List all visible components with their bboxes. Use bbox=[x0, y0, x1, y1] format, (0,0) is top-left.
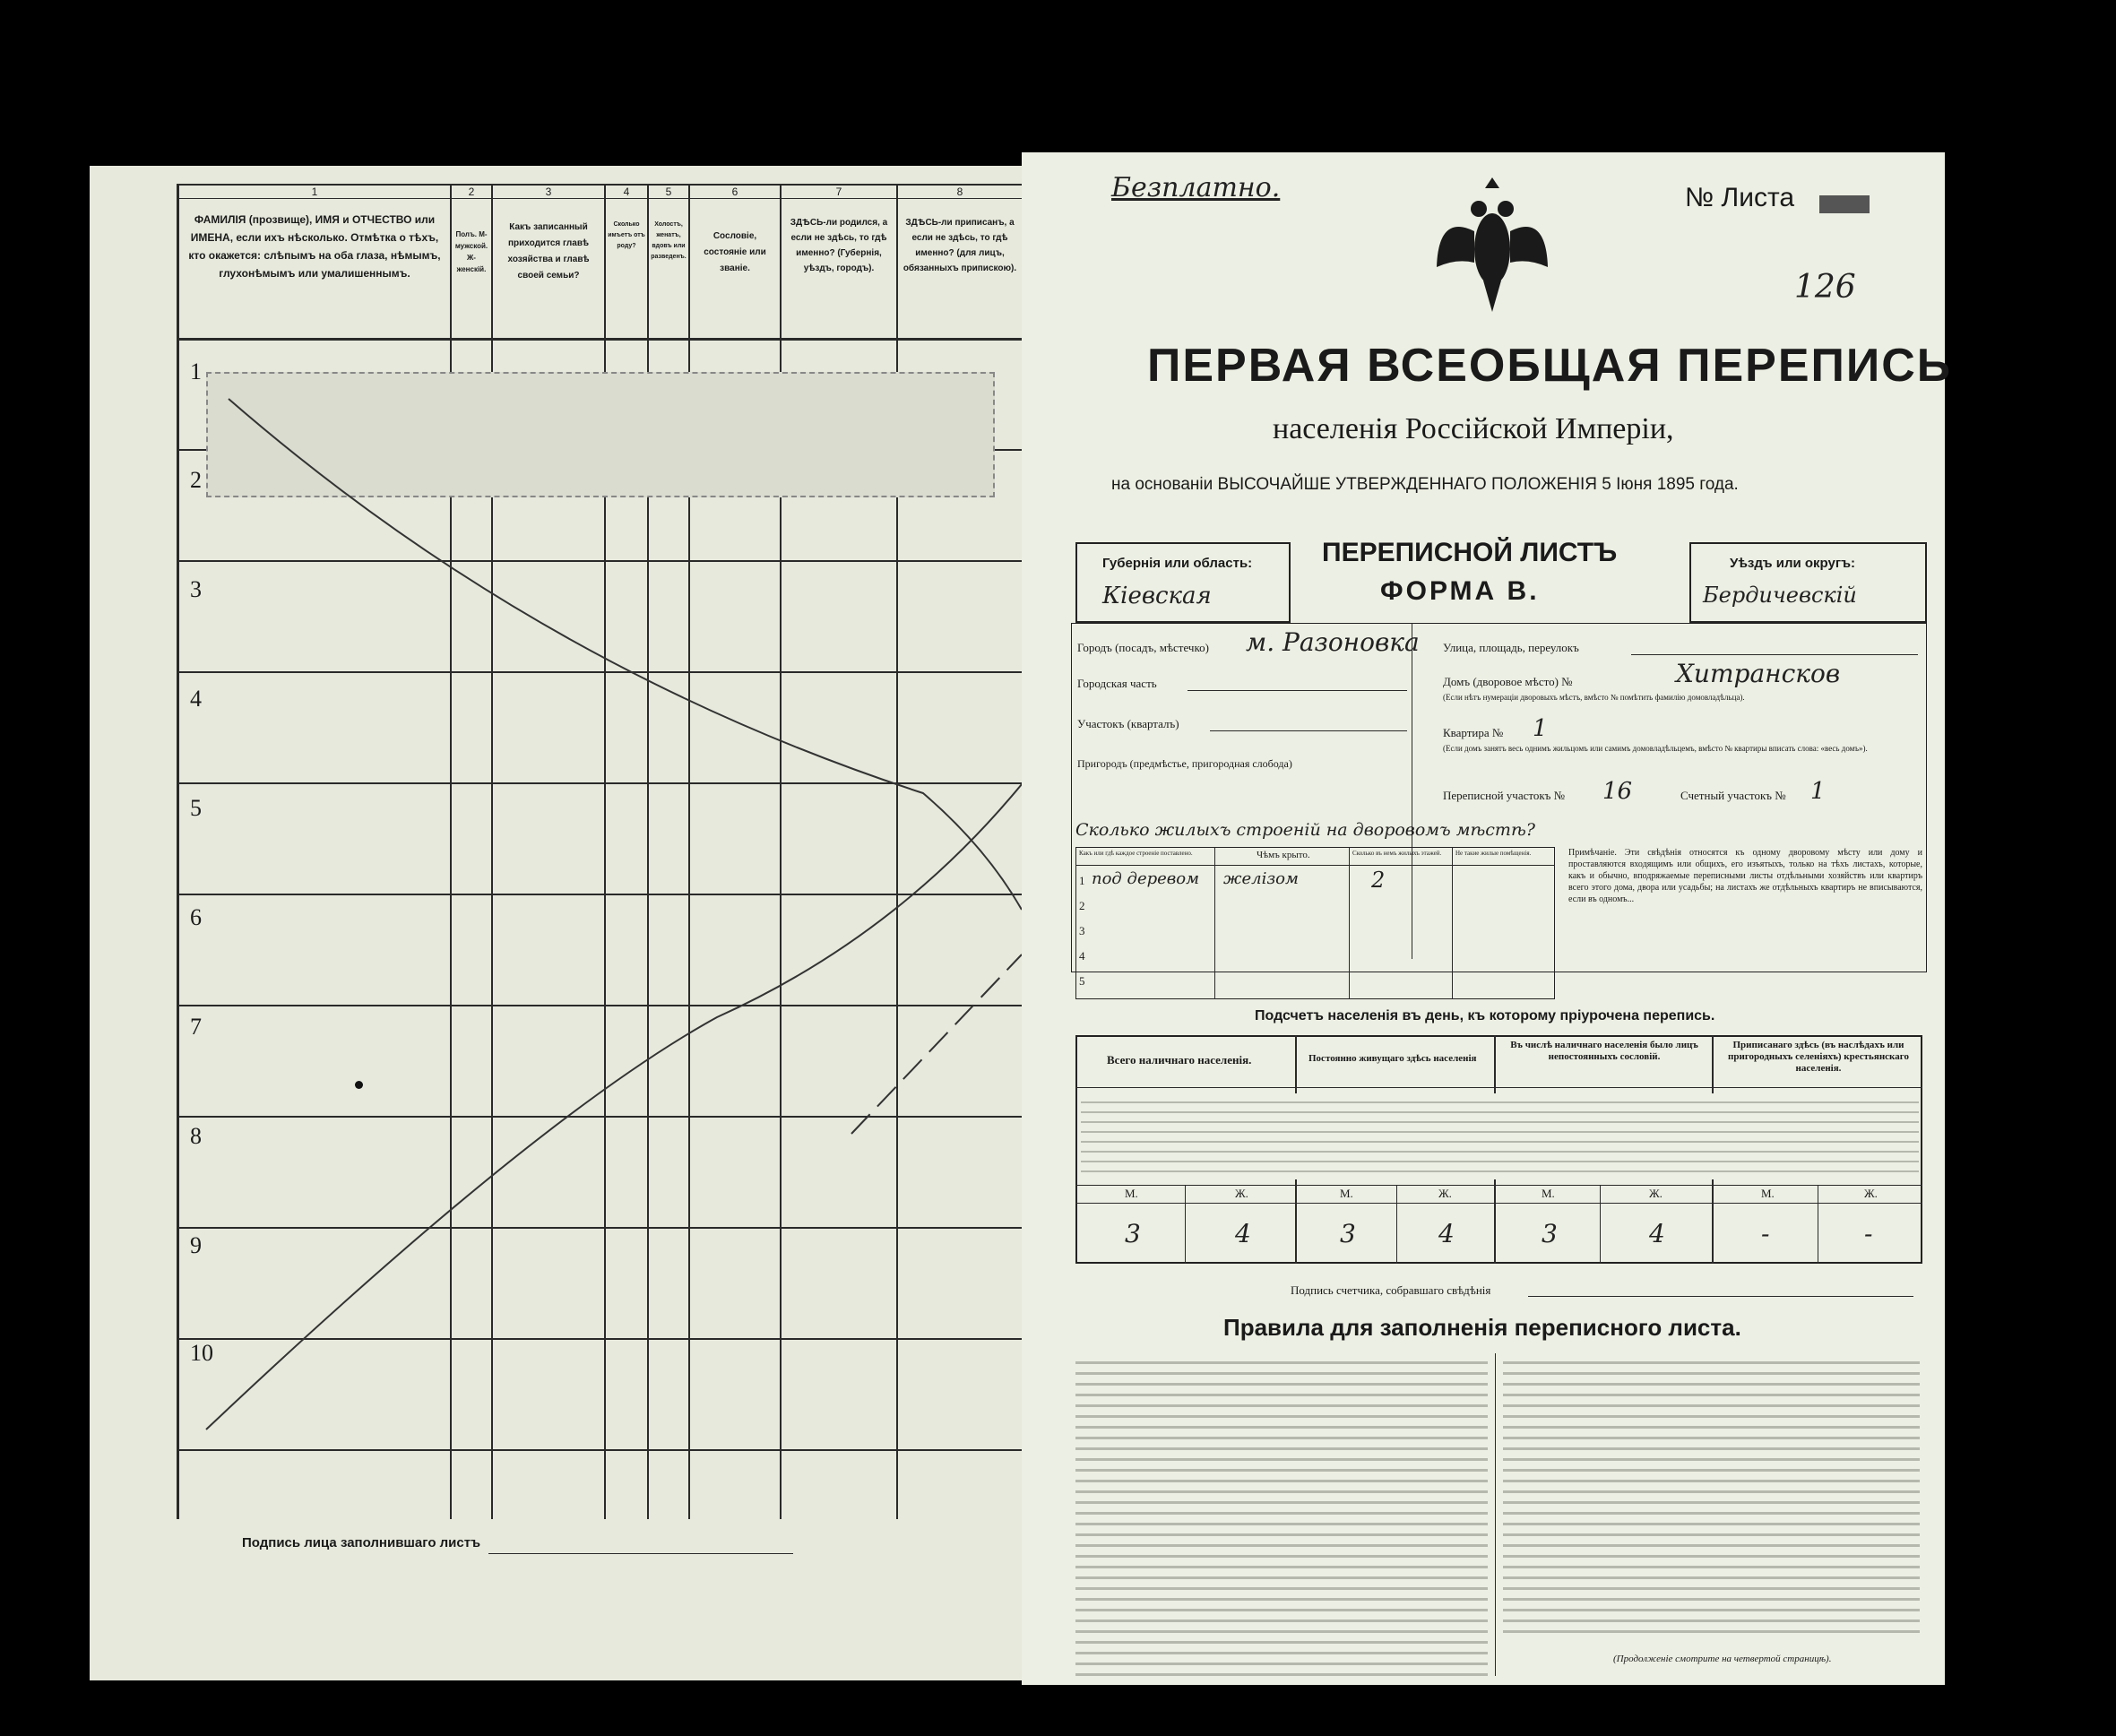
summary-value-peasant-f: - bbox=[1864, 1219, 1873, 1248]
basis-line: на основаніи ВЫСОЧАЙШЕ УТВЕРЖДЕННАГО ПОЛОЖЕНІЯ 5 Іюня 1895 года. bbox=[1111, 475, 1739, 494]
summary-col-peasant: Приписанаго здѣсь (въ наслѣдахъ или пригородныхъ селеніяхъ) крестьянскаго населенія. bbox=[1728, 1040, 1909, 1074]
summary-value-transient-f: 4 bbox=[1649, 1219, 1665, 1248]
summary-col-transient: Въ числѣ наличнаго населенія было лицъ непостоянныхъ сословій. bbox=[1510, 1040, 1698, 1062]
row-number: 3 bbox=[190, 576, 202, 602]
row-number: 9 bbox=[190, 1232, 202, 1258]
buildings-row-num: 4 bbox=[1079, 949, 1085, 963]
buildings-row-num: 1 bbox=[1079, 874, 1085, 887]
city-value: м. Разоновка bbox=[1246, 627, 1420, 657]
suburb-label: Пригородъ (предмѣстье, пригородная слобода) bbox=[1077, 757, 1292, 770]
buildings-row-floors: 2 bbox=[1371, 868, 1386, 893]
buildings-header-where: Какъ или гдѣ каждое строеніе поставлено. bbox=[1079, 850, 1193, 857]
left-page-household-list bbox=[90, 166, 1022, 1680]
page-title: ПЕРВАЯ ВСЕОБЩАЯ ПЕРЕПИСЬ bbox=[1147, 340, 1953, 392]
apartment-note: (Если домъ занятъ весь однимъ жильцомъ или самимъ домовладѣльцемъ, вмѣсто № квартиры вписать слова: «весь домъ»). bbox=[1443, 744, 1868, 753]
city-label: Городъ (посадъ, мѣстечко) bbox=[1077, 641, 1209, 654]
rules-title: Правила для заполненія переписного листа. bbox=[1223, 1314, 1741, 1341]
house-value: Хитрансков bbox=[1676, 659, 1841, 688]
summary-sex-female: Ж. bbox=[1649, 1187, 1663, 1200]
header-sex: Полъ. М-мужской. Ж-женскій. bbox=[454, 230, 488, 273]
free-label: Безплатно. bbox=[1111, 172, 1281, 203]
row-number: 7 bbox=[190, 1014, 202, 1040]
uezd-label: Уѣздъ или округъ: bbox=[1730, 556, 1856, 571]
summary-value-permanent-m: 3 bbox=[1340, 1219, 1356, 1248]
row-number: 1 bbox=[190, 358, 202, 384]
street-label: Улица, площадь, переулокъ bbox=[1443, 641, 1579, 654]
header-birthplace: ЗДѢСЬ-ли родился, а если не здѣсь, то гдѣ именно? (Губернія, уѣздъ, городъ). bbox=[790, 218, 888, 273]
buildings-row-num: 5 bbox=[1079, 974, 1085, 988]
summary-sex-female: Ж. bbox=[1235, 1187, 1248, 1200]
cross-out-marks bbox=[90, 166, 1022, 1680]
signature-label: Подпись лица заполнившаго листъ bbox=[242, 1535, 481, 1550]
column-number: 7 bbox=[835, 186, 842, 198]
row-number: 2 bbox=[190, 467, 202, 493]
redacted-sheet-number bbox=[1819, 195, 1870, 213]
governorate-label: Губернія или область: bbox=[1102, 556, 1253, 571]
row-number: 10 bbox=[190, 1340, 213, 1366]
buildings-row-num: 2 bbox=[1079, 899, 1085, 912]
header-estate: Сословіе, состояніе или званіе. bbox=[704, 231, 766, 273]
sheet-title: ПЕРЕПИСНОЙ ЛИСТЪ bbox=[1322, 538, 1618, 567]
buildings-row-where: под деревом bbox=[1092, 869, 1200, 888]
summary-value-total-m: 3 bbox=[1125, 1219, 1141, 1248]
rules-fine-print-column-left bbox=[1075, 1353, 1488, 1676]
apartment-label: Квартира № bbox=[1443, 726, 1504, 739]
enumerator-label: Подпись счетчика, собравшаго свѣдѣнія bbox=[1291, 1283, 1491, 1297]
census-area-value: 16 bbox=[1602, 778, 1633, 805]
header-registration: ЗДѢСЬ-ли приписанъ, а если не здѣсь, то гдѣ именно? (для лицъ, обязанныхъ припискою). bbox=[903, 218, 1017, 273]
right-page-census-form bbox=[1022, 152, 1953, 1685]
summary-sex-male: М. bbox=[1125, 1187, 1138, 1200]
buildings-question: Сколько жилыхъ строеній на дворовомъ мѣстѣ? bbox=[1075, 820, 1535, 840]
summary-value-total-f: 4 bbox=[1235, 1219, 1251, 1248]
page-subtitle: населенія Россійской Имперіи, bbox=[1273, 412, 1674, 445]
column-number: 3 bbox=[545, 186, 552, 198]
uezd-value: Бердичевскій bbox=[1703, 583, 1857, 608]
summary-value-peasant-m: - bbox=[1761, 1219, 1770, 1248]
eagle-emblem bbox=[1429, 168, 1555, 321]
governorate-value: Кіевская bbox=[1102, 583, 1212, 609]
summary-value-permanent-f: 4 bbox=[1438, 1219, 1455, 1248]
buildings-header-floors: Сколько въ немъ жилыхъ этажей. bbox=[1352, 850, 1442, 857]
rules-fine-print-column-right bbox=[1503, 1353, 1920, 1640]
summary-sex-male: М. bbox=[1542, 1187, 1555, 1200]
column-number: 4 bbox=[623, 186, 630, 198]
header-name: ФАМИЛІЯ (прозвище), ИМЯ и ОТЧЕСТВО или ИМЕНА, если ихъ нѣсколько. Отмѣтка о тѣхъ, кто окажется: слѣпымъ на оба глаза, нѣмымъ, глухонѣмымъ или умалишеннымъ. bbox=[188, 213, 441, 280]
column-number: 1 bbox=[311, 186, 318, 198]
header-age: Сколько имъетъ отъ роду? bbox=[608, 221, 645, 249]
summary-title: Подсчетъ населенія въ день, къ которому пріурочена перепись. bbox=[1255, 1008, 1715, 1023]
summary-instructions-fine-print bbox=[1081, 1093, 1919, 1179]
summary-col-total: Всего наличнаго населенія. bbox=[1107, 1053, 1252, 1067]
note-text: Примѣчаніе. Эти свѣдѣнія относятся къ одному дворовому мѣсту или дому и проставляются входящимъ или общихъ, его изъятыхъ, только на тѣхъ листахъ, которые, какъ и обычно, вподряжаемые переписными листы отдѣльными хозяйствъ или квартиръ всего этого дома, двора или усадьбы; на листахъ же отдѣльныхъ квартиръ не вписываются, если въ одномъ... bbox=[1568, 848, 1922, 904]
counting-area-label: Счетный участокъ № bbox=[1680, 789, 1786, 802]
district-label: Участокъ (кварталъ) bbox=[1077, 717, 1179, 730]
city-part-label: Городская часть bbox=[1077, 677, 1157, 690]
summary-sex-male: М. bbox=[1340, 1187, 1353, 1200]
handwritten-number: 126 bbox=[1794, 269, 1856, 306]
rules-footer: (Продолженіе смотрите на четвертой страницѣ). bbox=[1613, 1654, 1832, 1664]
apartment-value: 1 bbox=[1533, 715, 1548, 742]
form-title: ФОРМА В. bbox=[1380, 576, 1540, 606]
header-marital: Холостъ, женатъ, вдовъ или разведенъ. bbox=[651, 221, 687, 260]
house-label: Домъ (дворовое мѣсто) № bbox=[1443, 675, 1573, 688]
buildings-header-roof: Чѣмъ крыто. bbox=[1257, 850, 1310, 860]
summary-col-permanent: Постоянно живущаго здѣсь населенія bbox=[1308, 1053, 1477, 1064]
column-number: 6 bbox=[731, 186, 738, 198]
census-area-label: Переписной участокъ № bbox=[1443, 789, 1566, 802]
summary-sex-male: М. bbox=[1761, 1187, 1775, 1200]
row-number: 6 bbox=[190, 904, 202, 930]
summary-value-transient-m: 3 bbox=[1542, 1219, 1558, 1248]
counting-area-value: 1 bbox=[1810, 778, 1826, 805]
row-number: 8 bbox=[190, 1123, 202, 1149]
buildings-row-roof: желізом bbox=[1223, 869, 1299, 888]
row-number: 5 bbox=[190, 795, 202, 821]
summary-sex-female: Ж. bbox=[1864, 1187, 1878, 1200]
column-number: 2 bbox=[468, 186, 475, 198]
column-number: 8 bbox=[956, 186, 963, 198]
buildings-header-other: Не такие жилые помѣщенія. bbox=[1455, 850, 1532, 857]
header-relation: Какъ записанный приходится главѣ хозяйства и главѣ своей семьи? bbox=[507, 222, 590, 281]
row-number: 4 bbox=[190, 686, 202, 712]
ink-dot bbox=[355, 1081, 363, 1089]
sheet-number-label: № Листа bbox=[1685, 183, 1795, 212]
summary-sex-female: Ж. bbox=[1438, 1187, 1452, 1200]
house-note: (Если нѣтъ нумераціи дворовыхъ мѣстъ, вмѣсто № помѣтить фамилію домовладѣльца). bbox=[1443, 693, 1745, 702]
column-number: 5 bbox=[665, 186, 672, 198]
buildings-row-num: 3 bbox=[1079, 924, 1085, 937]
